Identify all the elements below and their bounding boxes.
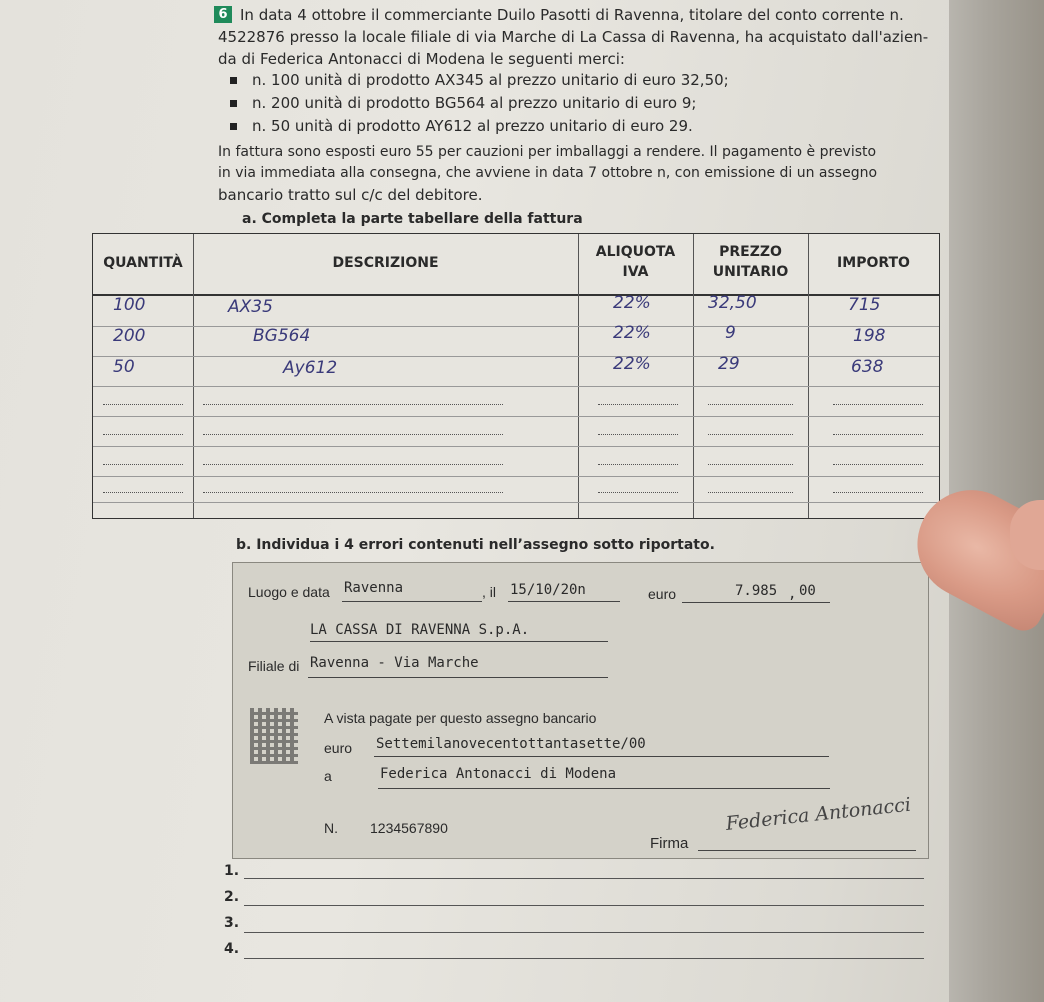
luogo-value: Ravenna [344, 580, 404, 596]
firma-label: Firma [650, 835, 689, 852]
answer-line[interactable] [244, 905, 924, 906]
bullet-icon [230, 77, 237, 84]
cell-prezzo: 32,50 [708, 293, 757, 313]
blank-line [103, 404, 183, 405]
instruction-text: A vista pagate per questo assegno bancario [324, 710, 597, 726]
euro-words-label: euro [324, 740, 353, 756]
signature: Federica Antonacci [724, 793, 912, 835]
header-importo: IMPORTO [837, 255, 910, 271]
cell-quantita: 100 [113, 295, 146, 315]
blank-line [598, 464, 678, 465]
row-divider [93, 326, 939, 327]
header-prezzo: PREZZO [719, 244, 782, 260]
row-divider [93, 502, 939, 503]
blank-line [598, 404, 678, 405]
answer-number: 4. [224, 941, 240, 957]
blank-line [203, 404, 503, 405]
number-label: N. [324, 820, 338, 836]
para-line-2: in via immediata alla consegna, che avviene in data 7 ottobre n, con emissione di un assegno [218, 165, 878, 181]
underline [508, 601, 620, 602]
cell-importo: 198 [853, 326, 886, 346]
underline [374, 756, 829, 757]
cell-aliquota: 22% [613, 323, 651, 343]
item-line: n. 50 unità di prodotto AY612 al prezzo unitario di euro 29. [252, 117, 693, 135]
row-divider [93, 386, 939, 387]
bullet-icon [230, 100, 237, 107]
blank-line [103, 492, 183, 493]
cell-descrizione: BG564 [253, 326, 311, 346]
task-a-heading: a. Completa la parte tabellare della fattura [242, 211, 583, 227]
payee-label: a [324, 768, 332, 784]
header-quantita: QUANTITÀ [103, 255, 183, 271]
filiale-value: Ravenna - Via Marche [310, 655, 479, 671]
intro-line-2: 4522876 presso la locale filiale di via Marche di La Cassa di Ravenna, ha acquistato dall'azien- [218, 28, 929, 46]
euro-label: euro [648, 586, 677, 602]
underline [682, 602, 830, 603]
cell-quantita: 50 [113, 357, 135, 377]
cell-descrizione: AX35 [228, 297, 273, 317]
item-line: n. 100 unità di prodotto AX345 al prezzo unitario di euro 32,50; [252, 71, 729, 89]
blank-line [203, 464, 503, 465]
header-prezzo-unitario: UNITARIO [712, 264, 789, 280]
amount-separator: , [788, 586, 797, 602]
cell-importo: 638 [851, 357, 884, 377]
row-divider [93, 416, 939, 417]
il-label: , il [482, 584, 496, 600]
header-aliquota: ALIQUOTA [595, 244, 676, 260]
payee-value: Federica Antonacci di Modena [380, 766, 617, 782]
answer-number: 1. [224, 863, 240, 879]
cell-importo: 715 [848, 295, 881, 315]
intro-line-3: da di Federica Antonacci di Modena le seguenti merci: [218, 50, 625, 68]
underline [342, 601, 482, 602]
bullet-icon [230, 123, 237, 130]
date-value: 15/10/20n [510, 582, 586, 598]
filiale-label: Filiale di [248, 658, 300, 674]
qr-code [250, 708, 298, 764]
cell-aliquota: 22% [613, 293, 651, 313]
para-line-3: bancario tratto sul c/c del debitore. [218, 186, 483, 204]
bank-name: LA CASSA DI RAVENNA S.p.A. [310, 622, 530, 638]
answer-line[interactable] [244, 932, 924, 933]
cell-prezzo: 9 [725, 323, 736, 343]
blank-line [833, 434, 923, 435]
cell-descrizione: Ay612 [283, 358, 338, 378]
answer-number: 2. [224, 889, 240, 905]
header-aliquota-iva: IVA [622, 264, 649, 280]
row-divider [93, 476, 939, 477]
answer-number: 3. [224, 915, 240, 931]
blank-line [598, 434, 678, 435]
blank-line [203, 434, 503, 435]
number-value: 1234567890 [370, 820, 448, 836]
answer-line[interactable] [244, 958, 924, 959]
header-descrizione: DESCRIZIONE [332, 255, 439, 271]
invoice-table [92, 233, 940, 519]
underline [310, 641, 608, 642]
exercise-number-badge: 6 [214, 6, 232, 23]
blank-line [203, 492, 503, 493]
blank-line [833, 464, 923, 465]
blank-line [708, 434, 793, 435]
euro-words-value: Settemilanovecentottantasette/00 [376, 736, 646, 752]
blank-line [833, 492, 923, 493]
underline [308, 677, 608, 678]
blank-line [708, 464, 793, 465]
cell-aliquota: 22% [613, 354, 651, 374]
item-line: n. 200 unità di prodotto BG564 al prezzo unitario di euro 9; [252, 94, 697, 112]
row-divider [93, 446, 939, 447]
amount-cents: 00 [799, 583, 816, 599]
blank-line [103, 434, 183, 435]
cell-quantita: 200 [113, 326, 146, 346]
table-header [93, 234, 939, 296]
row-divider [93, 356, 939, 357]
luogo-label: Luogo e data [248, 584, 330, 600]
intro-line-1: In data 4 ottobre il commerciante Duilo Pasotti di Ravenna, titolare del conto corrente n. [240, 6, 904, 24]
blank-line [103, 464, 183, 465]
blank-line [708, 492, 793, 493]
blank-line [833, 404, 923, 405]
cell-prezzo: 29 [718, 354, 740, 374]
blank-line [598, 492, 678, 493]
answer-line[interactable] [244, 878, 924, 879]
para-line-1: In fattura sono esposti euro 55 per cauzioni per imballaggi a rendere. Il pagamento è previsto [218, 144, 877, 160]
underline [378, 788, 830, 789]
blank-line [708, 404, 793, 405]
amount-value: 7.985 [735, 583, 778, 599]
signature-line [698, 850, 916, 851]
task-b-heading: b. Individua i 4 errori contenuti nell’assegno sotto riportato. [236, 537, 715, 553]
